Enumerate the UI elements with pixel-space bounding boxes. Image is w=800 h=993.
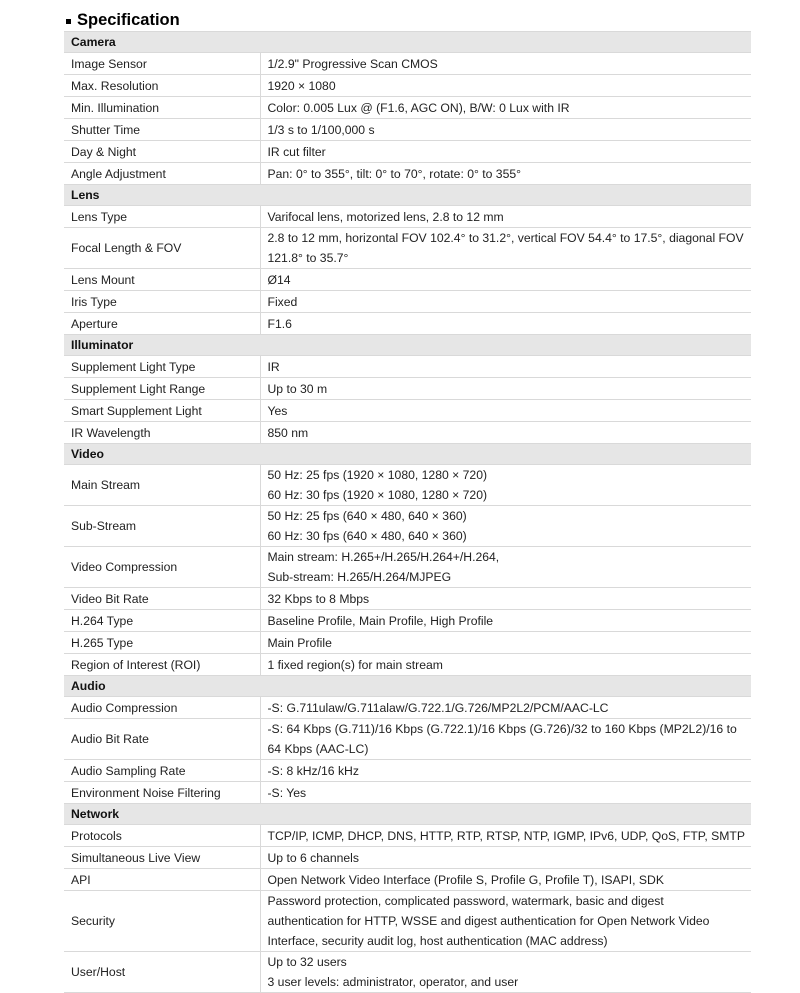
spec-value — [260, 825, 751, 847]
spec-value — [260, 610, 751, 632]
section-header: Camera — [64, 32, 751, 53]
table-row — [64, 760, 751, 782]
table-row — [64, 53, 751, 75]
spec-value-line: Up to 6 channels — [267, 850, 359, 865]
spec-label: Simultaneous Live View — [64, 847, 260, 869]
spec-value — [260, 291, 751, 313]
spec-value-line: Baseline Profile, Main Profile, High Profile — [267, 613, 494, 628]
spec-value-line: 1/2.9" Progressive Scan CMOS — [267, 56, 438, 71]
spec-value-line: -S: 64 Kbps (G.711)/16 Kbps (G.722.1)/16 Kbps (G.726)/32 to 160 Kbps (MP2L2)/16 to — [267, 722, 737, 736]
spec-value — [260, 422, 751, 444]
spec-label: Region of Interest (ROI) — [64, 654, 260, 676]
spec-value — [260, 632, 751, 654]
spec-value — [260, 588, 751, 610]
spec-value-line: F1.6 — [267, 316, 292, 331]
section-header: Audio — [64, 676, 751, 697]
spec-value-line: Pan: 0° to 355°, tilt: 0° to 70°, rotate: 0° to 355° — [267, 166, 522, 181]
table-row — [64, 97, 751, 119]
spec-table-body — [64, 32, 751, 993]
spec-value — [260, 206, 751, 228]
spec-value — [260, 869, 751, 891]
table-row — [64, 697, 751, 719]
spec-value — [260, 547, 751, 588]
section-header-row — [64, 676, 751, 697]
spec-label: IR Wavelength — [64, 422, 260, 444]
spec-value — [260, 378, 751, 400]
section-header: Lens — [64, 185, 751, 206]
spec-label: Image Sensor — [64, 53, 260, 75]
spec-label: Max. Resolution — [64, 75, 260, 97]
spec-value-line: -S: Yes — [267, 785, 307, 800]
spec-value — [260, 506, 751, 547]
spec-value-line: Main stream: H.265+/H.265/H.264+/H.264, — [267, 550, 500, 564]
spec-table — [64, 31, 751, 993]
spec-value-line: IR cut filter — [267, 144, 326, 159]
spec-label: Angle Adjustment — [64, 163, 260, 185]
spec-value-line: 1 fixed region(s) for main stream — [267, 657, 443, 672]
table-row — [64, 654, 751, 676]
spec-label: Audio Compression — [64, 697, 260, 719]
spec-value-line: Main Profile — [267, 635, 332, 650]
square-bullet-icon — [66, 19, 71, 24]
spec-label: Protocols — [64, 825, 260, 847]
spec-label: Video Compression — [64, 547, 260, 588]
spec-value-line: -S: G.711ulaw/G.711alaw/G.722.1/G.726/MP2L2/PCM/AAC-LC — [267, 700, 609, 715]
spec-value — [260, 719, 751, 760]
page-title: Specification — [77, 10, 180, 29]
table-row — [64, 119, 751, 141]
spec-value — [260, 760, 751, 782]
spec-value — [260, 97, 751, 119]
table-row — [64, 400, 751, 422]
table-row — [64, 610, 751, 632]
table-row — [64, 952, 751, 993]
spec-label: Main Stream — [64, 465, 260, 506]
spec-value-line: Open Network Video Interface (Profile S, Profile G, Profile T), ISAPI, SDK — [267, 872, 664, 887]
spec-label: Audio Sampling Rate — [64, 760, 260, 782]
spec-value-line: Password protection, complicated password, watermark, basic and digest — [267, 894, 664, 908]
spec-value-line: 64 Kbps (AAC-LC) — [267, 742, 369, 756]
spec-value-line: 32 Kbps to 8 Mbps — [267, 591, 370, 606]
spec-label: Min. Illumination — [64, 97, 260, 119]
spec-label: Audio Bit Rate — [64, 719, 260, 760]
section-header: Illuminator — [64, 335, 751, 356]
spec-value — [260, 782, 751, 804]
spec-label: API — [64, 869, 260, 891]
spec-label: H.265 Type — [64, 632, 260, 654]
spec-label: Aperture — [64, 313, 260, 335]
section-header-row — [64, 804, 751, 825]
spec-value — [260, 654, 751, 676]
spec-value-line: Yes — [267, 403, 288, 418]
spec-value-line: 60 Hz: 30 fps (1920 × 1080, 1280 × 720) — [267, 488, 488, 502]
spec-value-line: Up to 30 m — [267, 381, 328, 396]
spec-value — [260, 141, 751, 163]
spec-value — [260, 952, 751, 993]
spec-label: Shutter Time — [64, 119, 260, 141]
spec-label: Smart Supplement Light — [64, 400, 260, 422]
spec-label: Supplement Light Type — [64, 356, 260, 378]
section-header-row — [64, 444, 751, 465]
spec-value — [260, 75, 751, 97]
table-row — [64, 847, 751, 869]
spec-value-line: 50 Hz: 25 fps (1920 × 1080, 1280 × 720) — [267, 468, 488, 482]
spec-label: Environment Noise Filtering — [64, 782, 260, 804]
table-row — [64, 378, 751, 400]
spec-value — [260, 400, 751, 422]
table-row — [64, 465, 751, 506]
spec-value — [260, 313, 751, 335]
table-row — [64, 632, 751, 654]
table-row — [64, 141, 751, 163]
spec-heading — [66, 9, 180, 31]
spec-value — [260, 119, 751, 141]
spec-value-line: 850 nm — [267, 425, 309, 440]
spec-value-line: 1/3 s to 1/100,000 s — [267, 122, 375, 137]
spec-value — [260, 53, 751, 75]
spec-label: Lens Mount — [64, 269, 260, 291]
spec-value-line: Varifocal lens, motorized lens, 2.8 to 12 mm — [267, 209, 504, 224]
spec-label: Focal Length & FOV — [64, 228, 260, 269]
spec-value-line: authentication for HTTP, WSSE and digest authentication for Open Network Video — [267, 914, 710, 928]
spec-label: Iris Type — [64, 291, 260, 313]
spec-value-line: Up to 32 users — [267, 955, 347, 969]
spec-value — [260, 228, 751, 269]
section-header-row — [64, 185, 751, 206]
spec-value — [260, 697, 751, 719]
table-row — [64, 228, 751, 269]
spec-value-line: Ø14 — [267, 272, 291, 287]
spec-value-line: -S: 8 kHz/16 kHz — [267, 763, 359, 778]
table-row — [64, 869, 751, 891]
spec-value-line: Fixed — [267, 294, 298, 309]
section-header: Video — [64, 444, 751, 465]
spec-value-line: 60 Hz: 30 fps (640 × 480, 640 × 360) — [267, 529, 467, 543]
spec-label: Sub-Stream — [64, 506, 260, 547]
table-row — [64, 163, 751, 185]
spec-value-line: 3 user levels: administrator, operator, and user — [267, 975, 519, 989]
spec-value-line: Sub-stream: H.265/H.264/MJPEG — [267, 570, 452, 584]
table-row — [64, 422, 751, 444]
section-header-row — [64, 335, 751, 356]
spec-label: Security — [64, 891, 260, 952]
spec-value-line: TCP/IP, ICMP, DHCP, DNS, HTTP, RTP, RTSP, NTP, IGMP, IPv6, UDP, QoS, FTP, SMTP — [267, 828, 745, 843]
table-row — [64, 782, 751, 804]
spec-value-line: 121.8° to 35.7° — [267, 251, 349, 265]
spec-label: Video Bit Rate — [64, 588, 260, 610]
table-row — [64, 206, 751, 228]
table-row — [64, 506, 751, 547]
spec-label: H.264 Type — [64, 610, 260, 632]
table-row — [64, 291, 751, 313]
spec-value-line: 1920 × 1080 — [267, 78, 336, 93]
spec-value-line: 50 Hz: 25 fps (640 × 480, 640 × 360) — [267, 509, 467, 523]
spec-value — [260, 269, 751, 291]
spec-label: User/Host — [64, 952, 260, 993]
table-row — [64, 588, 751, 610]
spec-value — [260, 891, 751, 952]
table-row — [64, 75, 751, 97]
spec-value — [260, 356, 751, 378]
spec-value-line: Interface, security audit log, host authentication (MAC address) — [267, 934, 608, 948]
spec-value-line: Color: 0.005 Lux @ (F1.6, AGC ON), B/W: 0 Lux with IR — [267, 100, 570, 115]
table-row — [64, 547, 751, 588]
spec-label: Lens Type — [64, 206, 260, 228]
table-row — [64, 825, 751, 847]
table-row — [64, 891, 751, 952]
spec-label: Day & Night — [64, 141, 260, 163]
spec-label: Supplement Light Range — [64, 378, 260, 400]
table-row — [64, 719, 751, 760]
spec-value-line: 2.8 to 12 mm, horizontal FOV 102.4° to 31.2°, vertical FOV 54.4° to 17.5°, diagonal FOV — [267, 231, 744, 245]
spec-value-line: IR — [267, 359, 280, 374]
spec-value — [260, 847, 751, 869]
section-header-row — [64, 32, 751, 53]
spec-value — [260, 163, 751, 185]
table-row — [64, 269, 751, 291]
table-row — [64, 356, 751, 378]
section-header: Network — [64, 804, 751, 825]
table-row — [64, 313, 751, 335]
spec-value — [260, 465, 751, 506]
